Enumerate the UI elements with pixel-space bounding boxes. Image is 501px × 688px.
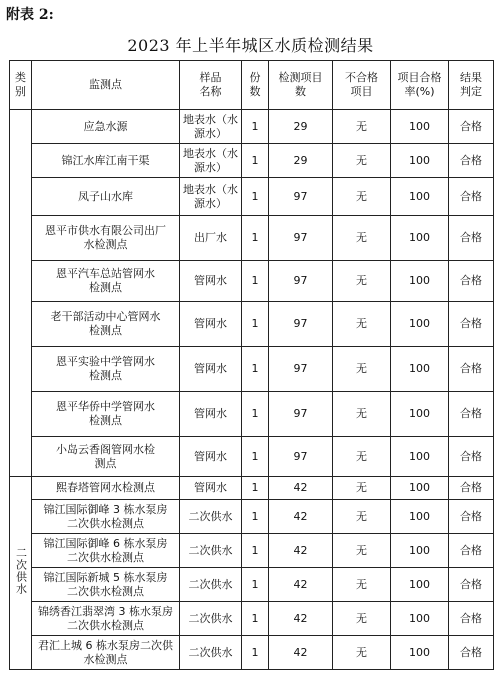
header-pass-rate: 项目合格率(%) <box>391 61 449 110</box>
pass-rate-cell: 100 <box>391 568 449 602</box>
site-cell <box>32 534 180 568</box>
site-label: 老干部活动中心管网水检测点 <box>50 310 161 337</box>
sample-cell: 管网水 <box>180 261 242 302</box>
header-verdict: 结果判定 <box>449 61 494 110</box>
sample-label: 地表水（水源水） <box>183 182 238 210</box>
verdict-cell: 合格 <box>449 110 494 144</box>
table-row <box>10 302 494 347</box>
pass-rate-cell: 100 <box>391 302 449 347</box>
failed-items-cell: 无 <box>333 347 391 392</box>
table-row <box>10 178 494 216</box>
sample-cell <box>180 110 242 144</box>
sample-cell: 管网水 <box>180 392 242 437</box>
sample-cell: 出厂水 <box>180 216 242 261</box>
pass-rate-cell: 100 <box>391 216 449 261</box>
items-tested-cell: 42 <box>269 500 333 534</box>
sample-label: 地表水（水源水） <box>183 146 238 174</box>
site-label: 君汇上城 6 栋水泵房二次供水检测点 <box>38 638 173 666</box>
pass-rate-cell: 100 <box>391 477 449 500</box>
pass-rate-cell: 100 <box>391 534 449 568</box>
items-tested-cell: 97 <box>269 302 333 347</box>
failed-items-cell: 无 <box>333 477 391 500</box>
site-cell <box>32 437 180 477</box>
sample-cell: 二次供水 <box>180 500 242 534</box>
site-cell <box>32 500 180 534</box>
appendix-label: 附表 2: <box>6 7 54 23</box>
pass-rate-cell: 100 <box>391 437 449 477</box>
count-cell: 1 <box>242 261 269 302</box>
verdict-cell: 合格 <box>449 477 494 500</box>
site-cell <box>32 216 180 261</box>
site-cell <box>32 347 180 392</box>
table-row <box>10 216 494 261</box>
pass-rate-cell: 100 <box>391 110 449 144</box>
count-cell: 1 <box>242 302 269 347</box>
water-quality-table <box>9 60 494 670</box>
pass-rate-cell: 100 <box>391 178 449 216</box>
sample-cell: 二次供水 <box>180 602 242 636</box>
table-row <box>10 602 494 636</box>
verdict-cell: 合格 <box>449 437 494 477</box>
table-row <box>10 437 494 477</box>
site-cell: 凤子山水库 <box>32 178 180 216</box>
verdict-cell: 合格 <box>449 392 494 437</box>
failed-items-cell: 无 <box>333 261 391 302</box>
pass-rate-cell: 100 <box>391 636 449 670</box>
header-count: 份数 <box>242 61 269 110</box>
verdict-cell: 合格 <box>449 568 494 602</box>
site-cell <box>32 636 180 670</box>
pass-rate-cell: 100 <box>391 261 449 302</box>
failed-items-cell: 无 <box>333 602 391 636</box>
failed-items-cell: 无 <box>333 392 391 437</box>
site-cell: 锦江水库江南干渠 <box>32 144 180 178</box>
sample-cell <box>180 144 242 178</box>
pass-rate-cell: 100 <box>391 500 449 534</box>
verdict-cell: 合格 <box>449 636 494 670</box>
header-category: 类别 <box>10 61 32 110</box>
items-tested-cell: 97 <box>269 261 333 302</box>
table-row <box>10 636 494 670</box>
verdict-cell: 合格 <box>449 500 494 534</box>
items-tested-cell: 97 <box>269 216 333 261</box>
site-label: 锦江国际御峰 6 栋水泵房二次供水检测点 <box>43 536 168 564</box>
count-cell: 1 <box>242 216 269 261</box>
header-site: 监测点 <box>32 61 180 110</box>
site-label: 恩平市供水有限公司出厂水检测点 <box>45 224 166 251</box>
table-row <box>10 534 494 568</box>
failed-items-cell: 无 <box>333 110 391 144</box>
table-row <box>10 144 494 178</box>
verdict-cell: 合格 <box>449 144 494 178</box>
failed-items-cell: 无 <box>333 568 391 602</box>
failed-items-cell: 无 <box>333 302 391 347</box>
sample-cell <box>180 178 242 216</box>
site-cell <box>32 392 180 437</box>
table-row <box>10 500 494 534</box>
failed-items-cell: 无 <box>333 216 391 261</box>
items-tested-cell: 97 <box>269 347 333 392</box>
table-row <box>10 110 494 144</box>
site-cell <box>32 568 180 602</box>
count-cell: 1 <box>242 500 269 534</box>
verdict-cell: 合格 <box>449 261 494 302</box>
count-cell: 1 <box>242 347 269 392</box>
verdict-cell: 合格 <box>449 216 494 261</box>
items-tested-cell: 42 <box>269 477 333 500</box>
table-row <box>10 261 494 302</box>
failed-items-cell: 无 <box>333 178 391 216</box>
items-tested-cell: 42 <box>269 602 333 636</box>
count-cell: 1 <box>242 477 269 500</box>
pass-rate-cell: 100 <box>391 392 449 437</box>
site-label: 恩平华侨中学管网水检测点 <box>56 400 155 427</box>
site-label: 恩平实验中学管网水检测点 <box>56 355 155 382</box>
items-tested-cell: 97 <box>269 178 333 216</box>
page-title: 2023 年上半年城区水质检测结果 <box>127 36 374 55</box>
sample-cell: 二次供水 <box>180 568 242 602</box>
failed-items-cell: 无 <box>333 144 391 178</box>
sample-cell: 二次供水 <box>180 636 242 670</box>
items-tested-cell: 42 <box>269 568 333 602</box>
failed-items-cell: 无 <box>333 437 391 477</box>
table-row <box>10 347 494 392</box>
count-cell: 1 <box>242 144 269 178</box>
verdict-cell: 合格 <box>449 347 494 392</box>
site-label: 锦江国际新城 5 栋水泵房二次供水检测点 <box>43 570 168 598</box>
site-cell: 应急水源 <box>32 110 180 144</box>
count-cell: 1 <box>242 110 269 144</box>
table-row <box>10 392 494 437</box>
header-sample: 样品名称 <box>180 61 242 110</box>
site-label: 锦江国际御峰 3 栋水泵房二次供水检测点 <box>43 502 168 530</box>
verdict-cell: 合格 <box>449 534 494 568</box>
pass-rate-cell: 100 <box>391 347 449 392</box>
count-cell: 1 <box>242 437 269 477</box>
items-tested-cell: 29 <box>269 144 333 178</box>
site-cell: 熙春塔管网水检测点 <box>32 477 180 500</box>
sample-cell: 管网水 <box>180 347 242 392</box>
count-cell: 1 <box>242 636 269 670</box>
site-label: 恩平汽车总站管网水检测点 <box>56 267 155 294</box>
category-label: 二次供水 <box>14 547 28 595</box>
verdict-cell: 合格 <box>449 178 494 216</box>
count-cell: 1 <box>242 392 269 437</box>
count-cell: 1 <box>242 602 269 636</box>
pass-rate-cell: 100 <box>391 602 449 636</box>
sample-cell: 管网水 <box>180 302 242 347</box>
category-cell-secondary <box>10 477 32 670</box>
count-cell: 1 <box>242 534 269 568</box>
site-label: 小岛云香阁管网水检测点 <box>56 442 155 470</box>
header-failed-items: 不合格项目 <box>333 61 391 110</box>
site-cell <box>32 302 180 347</box>
sample-cell: 二次供水 <box>180 534 242 568</box>
sample-label: 地表水（水源水） <box>183 112 238 140</box>
items-tested-cell: 97 <box>269 392 333 437</box>
verdict-cell: 合格 <box>449 302 494 347</box>
items-tested-cell: 42 <box>269 534 333 568</box>
count-cell: 1 <box>242 178 269 216</box>
failed-items-cell: 无 <box>333 636 391 670</box>
category-cell-primary <box>10 110 32 477</box>
sample-cell: 管网水 <box>180 437 242 477</box>
table-row <box>10 568 494 602</box>
sample-cell: 管网水 <box>180 477 242 500</box>
failed-items-cell: 无 <box>333 534 391 568</box>
items-tested-cell: 42 <box>269 636 333 670</box>
header-items-tested: 检测项目数 <box>269 61 333 110</box>
table-row <box>10 477 494 500</box>
count-cell: 1 <box>242 568 269 602</box>
site-cell <box>32 602 180 636</box>
items-tested-cell: 29 <box>269 110 333 144</box>
site-cell <box>32 261 180 302</box>
verdict-cell: 合格 <box>449 602 494 636</box>
pass-rate-cell: 100 <box>391 144 449 178</box>
items-tested-cell: 97 <box>269 437 333 477</box>
header-row <box>10 61 494 110</box>
failed-items-cell: 无 <box>333 500 391 534</box>
site-label: 锦绣香江翡翠湾 3 栋水泵房二次供水检测点 <box>38 604 173 632</box>
